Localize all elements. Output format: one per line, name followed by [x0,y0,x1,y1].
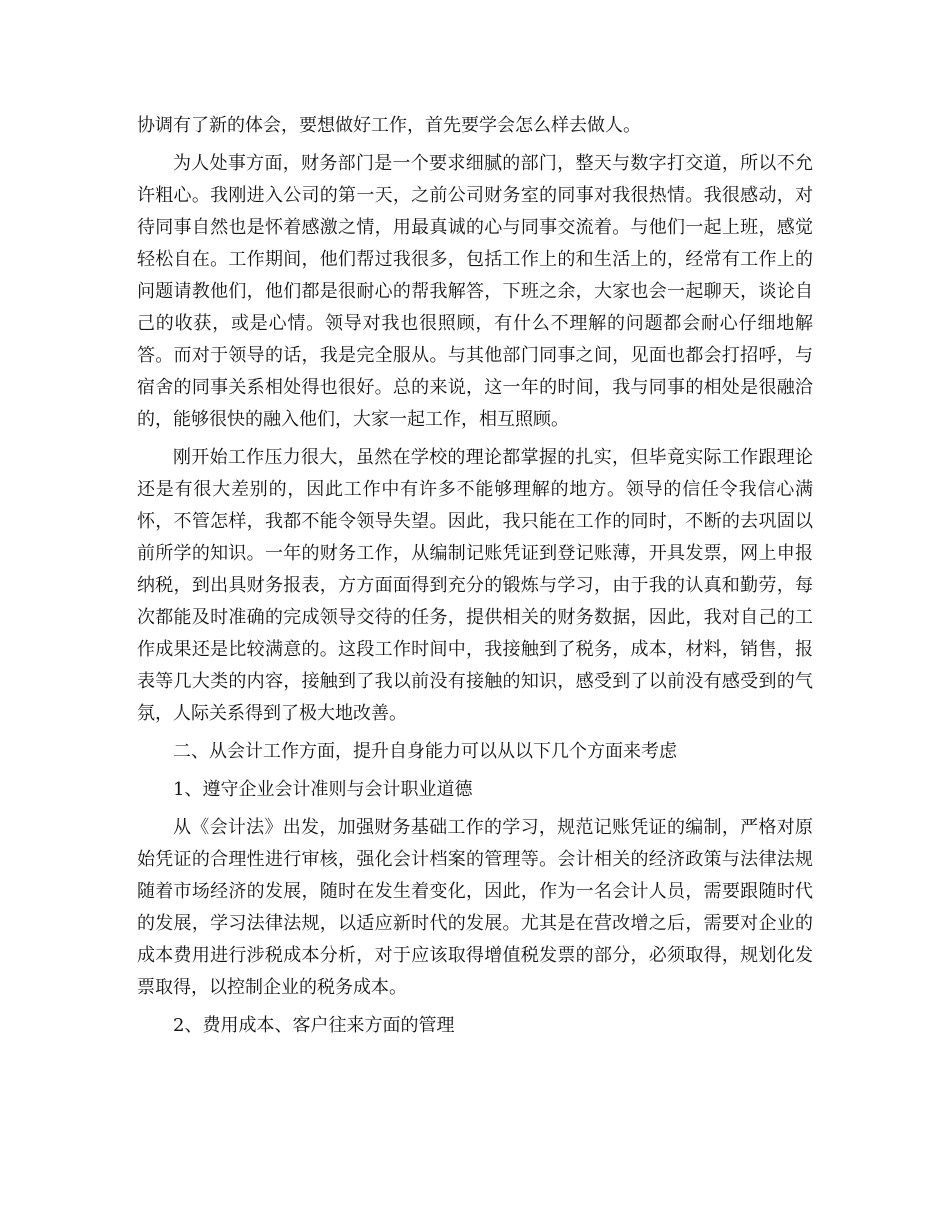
section-heading-accounting: 二、从会计工作方面，提升自身能力可以从以下几个方面来考虑 [173,741,677,762]
document-body [137,110,813,1042]
paragraph-continuation: 协调有了新的体会，要想做好工作，首先要学会怎么样去做人。 [137,115,641,136]
paragraph-interpersonal: 为人处事方面，财务部门是一个要求细腻的部门，整天与数字打交道，所以不允许粗心。我刚进入公司的第一天，之前公司财务室的同事对我很热情。我很感动，对待同事自然也是怀着感激之情，用最真诚的心与同事交流着。与他们一起上班，感觉轻松自在。工作期间，他们帮过我很多，包括工作上的和生活上的，经常有工作上的问题请教他们，他们都是很耐心的帮我解答，下班之余，大家也会一起聊天，谈论自己的收获，或是心情。领导对我也很照顾，有什么不理解的问题都会耐心仔细地解答。而对于领导的话，我是完全服从。与其他部门同事之间，见面也都会打招呼，与宿舍的同事关系相处得也很好。总的来说，这一年的时间，我与同事的相处是很融洽的，能够很快的融入他们，大家一起工作，相互照顾。 [137,153,813,430]
paragraph-work-pressure: 刚开始工作压力很大，虽然在学校的理论都掌握的扎实，但毕竟实际工作跟理论还是有很大差别的，因此工作中有许多不能够理解的地方。领导的信任令我信心满怀，不管怎样，我都不能令领导失望。因此，我只能在工作的同时，不断的去巩固以前所学的知识。一年的财务工作，从编制记账凭证到登记账薄，开具发票，网上申报纳税，到出具财务报表，方方面面得到充分的锻炼与学习，由于我的认真和勤劳，每次都能及时准确的完成领导交待的任务，提供相关的财务数据，因此，我对自己的工作成果还是比较满意的。这段工作时间中，我接触到了税务，成本，材料，销售，报表等几大类的内容，接触到了我以前没有接触的知识，感受到了以前没有感受到的气氛，人际关系得到了极大地改善。 [137,447,813,724]
paragraph-accounting-law: 从《会计法》出发，加强财务基础工作的学习，规范记账凭证的编制，严格对原始凭证的合理性进行审核，强化会计档案的管理等。会计相关的经济政策与法律法规随着市场经济的发展，随时在发生着变化，因此，作为一名会计人员，需要跟随时代的发展，学习法律法规，以适应新时代的发展。尤其是在营改增之后，需要对企业的成本费用进行涉税成本分析，对于应该取得增值税发票的部分，必须取得，规划化发票取得，以控制企业的税务成本。 [137,817,813,998]
subheading-accounting-standards: 1、遵守企业会计准则与会计职业道德 [173,779,473,800]
subheading-cost-management: 2、费用成本、客户往来方面的管理 [173,1015,455,1036]
